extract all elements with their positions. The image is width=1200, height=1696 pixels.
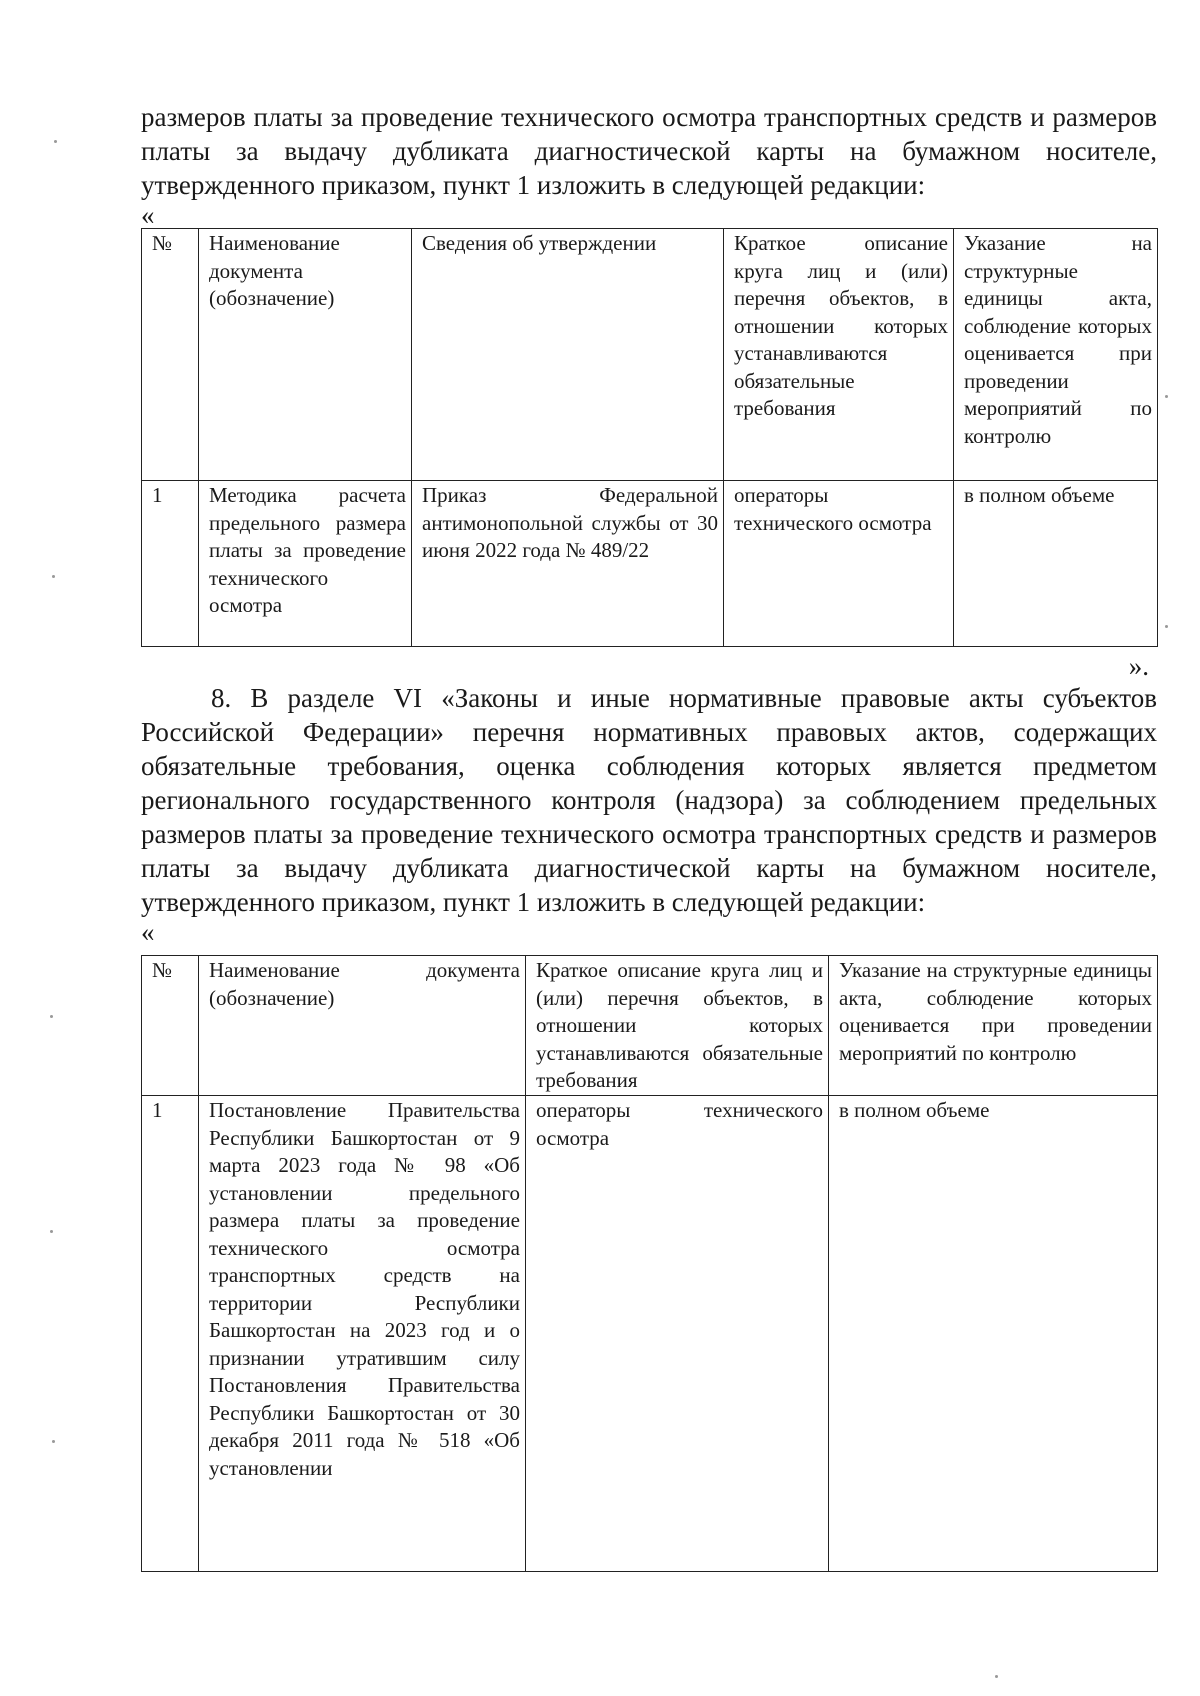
table1-header-row [142, 229, 1158, 481]
table2-header-units: Указание на структурные единицы акта, соблюдение которых оценивается при проведении мероприятий по контролю [829, 956, 1158, 1096]
scan-artifact [54, 140, 57, 143]
scan-artifact [50, 1230, 53, 1233]
quote-close-1: ». [1128, 651, 1149, 681]
table2-row-name: Постановление Правительства Республики Башкортостан от 9 марта 2023 года № 98 «Об установлении предельного размера платы за проведение технического осмотра транспортных средств на территории Республики Башкортостан на 2023 год и о признании утратившим силу Постановления Правительства Республики Башкортостан от 30 декабря 2011 года № 518 «Об установлении [199, 1096, 526, 1572]
scan-artifact [995, 1675, 998, 1678]
table2-header-name: Наименование документа (обозначение) [199, 956, 526, 1096]
table1-header-num: № [142, 229, 199, 481]
table2-row-description: операторы технического осмотра [526, 1096, 829, 1572]
table2-header-description: Краткое описание круга лиц и (или) перечня объектов, в отношении которых устанавливаются обязательные требования [526, 956, 829, 1096]
table2-row-num: 1 [142, 1096, 199, 1572]
table1-row-approval: Приказ Федеральной антимонопольной службы от 30 июня 2022 года № 489/22 [412, 481, 724, 647]
table1-header-approval: Сведения об утверждении [412, 229, 724, 481]
scan-artifact [52, 1440, 55, 1443]
table2-row-units: в полном объеме [829, 1096, 1158, 1572]
table1-row-description: операторы технического осмотра [724, 481, 954, 647]
table1-header-description: Краткое описание круга лиц и (или) перечня объектов, в отношении которых устанавливаются обязательные требования [724, 229, 954, 481]
scan-artifact [1165, 395, 1168, 398]
document-page [141, 100, 1157, 1572]
table1-row-name: Методика расчета предельного размера платы за проведение технического осмотра [199, 481, 412, 647]
table1-row-num: 1 [142, 481, 199, 647]
table2-header-num: № [142, 956, 199, 1096]
intro-paragraph: размеров платы за проведение технического осмотра транспортных средств и размеров платы за выдачу дубликата диагностической карты на бумажном носителе, утвержденного приказом, пункт 1 изложить в следующей редакции: [141, 102, 1157, 200]
quote-open-1: « [141, 200, 155, 230]
table2-header-row [142, 956, 1158, 1096]
table-row [142, 481, 1158, 647]
scan-artifact [1165, 625, 1168, 628]
quote-open-2: « [141, 917, 155, 947]
scan-artifact [50, 1015, 53, 1018]
scan-artifact [52, 575, 55, 578]
table1-header-name: Наименование документа (обозначение) [199, 229, 412, 481]
table-section-7 [141, 228, 1158, 647]
table-section-8 [141, 955, 1158, 1572]
section-8-paragraph: 8. В разделе VI «Законы и иные нормативные правовые акты субъектов Российской Федерации» перечня нормативных правовых актов, содержащих обязательные требования, оценка соблюдения которых является предметом регионального государственного контроля (надзора) за соблюдением предельных размеров платы за проведение технического осмотра транспортных средств и размеров платы за выдачу дубликата диагностической карты на бумажном носителе, утвержденного приказом, пункт 1 изложить в следующей редакции: [141, 683, 1157, 917]
table1-row-units: в полном объеме [954, 481, 1158, 647]
table-row [142, 1096, 1158, 1572]
table1-header-units: Указание на структурные единицы акта, соблюдение которых оценивается при проведении мероприятий по контролю [954, 229, 1158, 481]
